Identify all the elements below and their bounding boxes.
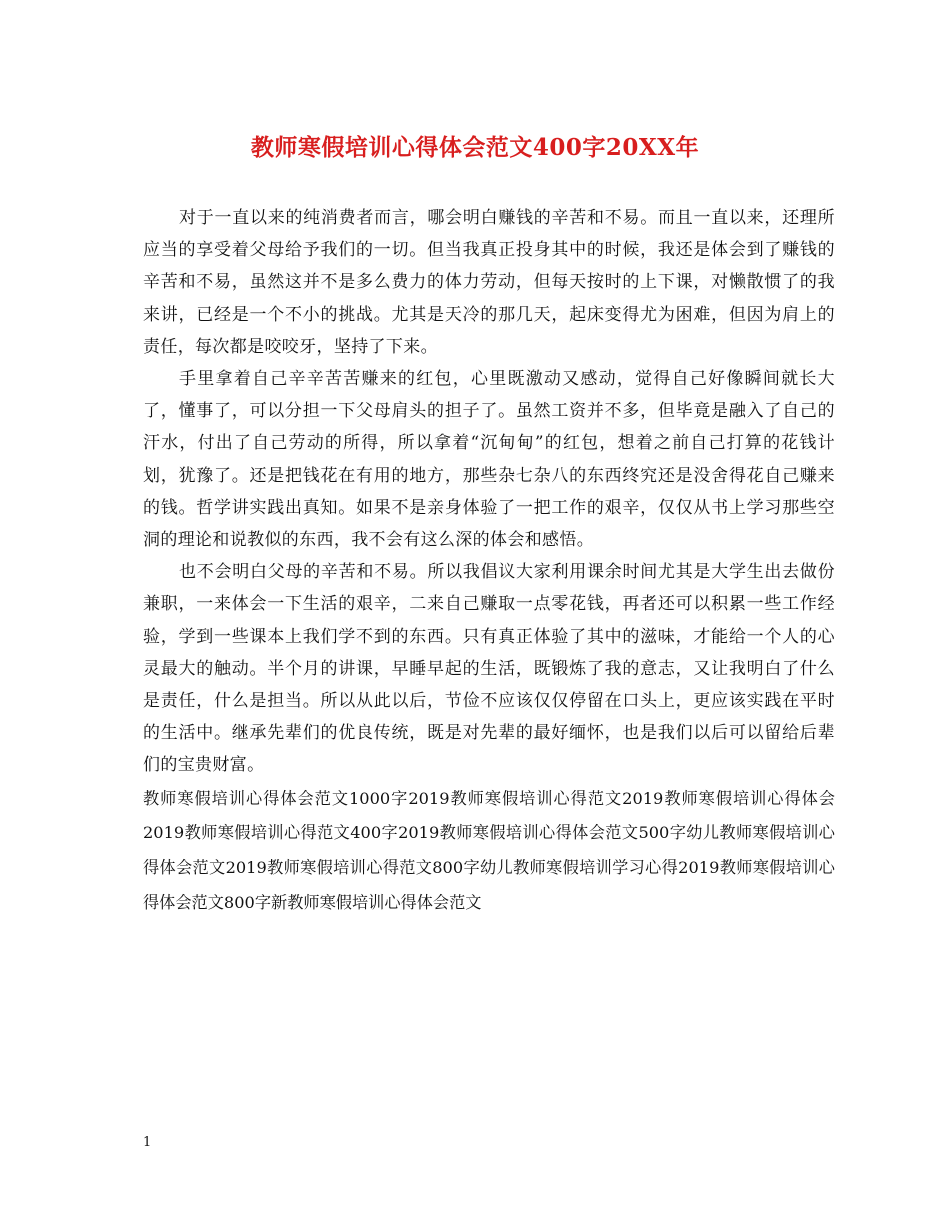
document-title: 教师寒假培训心得体会范文400字20XX年 <box>250 134 700 161</box>
related-articles: 教师寒假培训心得体会范文1000字2019教师寒假培训心得范文2019教师寒假培训心得体会2019教师寒假培训心得范文400字2019教师寒假培训心得体会范文500字幼儿教师寒假培训心得体会范文2019教师寒假培训心得范文800字幼儿教师寒假培训学习心得2019教师寒假培训心得体会范文800字新教师寒假培训心得体会范文 <box>143 788 835 912</box>
paragraph-2: 手里拿着自己辛辛苦苦赚来的红包，心里既激动又感动，觉得自己好像瞬间就长大了，懂事了，可以分担一下父母肩头的担子了。虽然工资并不多，但毕竟是融入了自己的汗水，付出了自己劳动的所得，所以拿着“沉甸甸”的红包，想着之前自己打算的花钱计划，犹豫了。还是把钱花在有用的地方，那些杂七杂八的东西终究还是没舍得花自己赚来的钱。哲学讲实践出真知。如果不是亲身体验了一把工作的艰辛，仅仅从书上学习那些空洞的理论和说教似的东西，我不会有这么深的体会和感悟。 <box>143 369 835 551</box>
document-body <box>143 202 835 920</box>
paragraph-1: 对于一直以来的纯消费者而言，哪会明白赚钱的辛苦和不易。而且一直以来，还理所应当的享受着父母给予我们的一切。但当我真正投身其中的时候，我还是体会到了赚钱的辛苦和不易，虽然这并不是多么费力的体力劳动，但每天按时的上下课，对懒散惯了的我来讲，已经是一个不小的挑战。尤其是天冷的那几天，起床变得尤为困难，但因为肩上的责任，每次都是咬咬牙，坚持了下来。 <box>143 208 835 357</box>
paragraph-3: 也不会明白父母的辛苦和不易。所以我倡议大家利用课余时间尤其是大学生出去做份兼职，一来体会一下生活的艰辛，二来自己赚取一点零花钱，再者还可以积累一些工作经验，学到一些课本上我们学不到的东西。只有真正体验了其中的滋味，才能给一个人的心灵最大的触动。半个月的讲课，早睡早起的生活，既锻炼了我的意志，又让我明白了什么是责任，什么是担当。所以从此以后，节俭不应该仅仅停留在口头上，更应该实践在平时的生活中。继承先辈们的优良传统，既是对先辈的最好缅怀，也是我们以后可以留给后辈们的宝贵财富。 <box>143 562 835 776</box>
page-number: 1 <box>143 1135 152 1150</box>
